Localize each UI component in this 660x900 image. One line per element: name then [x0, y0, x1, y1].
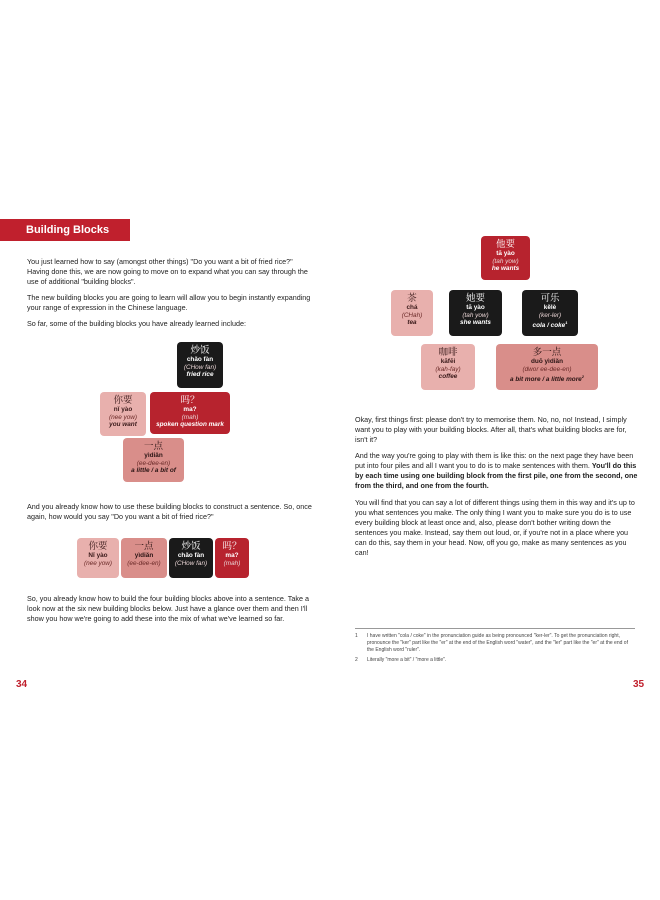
learned-blocks-paragraph: So far, some of the building blocks you have already learned include: — [27, 319, 246, 328]
sentence-block-question-mark: 吗？ ma? (mah) — [215, 538, 249, 578]
footnote: 1 I have written "cola / coke" in the pronunciation guide as being pronounced "ker-ler". To get the pronunciation right, pronounce the "ker" part like the "er" at the end of the English word "water", and the "ler" part like the "er" at the end of the English word "ruler". — [355, 633, 628, 653]
section-title: Building Blocks — [0, 219, 130, 241]
right-page — [330, 0, 660, 900]
block-question-mark: 吗？ ma? (mah) spoken question mark — [150, 392, 230, 434]
block-cola: 可乐 kělè (ker-ler) cola / coke$^1$ — [522, 290, 578, 336]
intro-paragraph: You just learned how to say (amongst other things) "Do you want a bit of fried rice?" Having done this, we are now going to move on to expand what you can say through the use of additional "building blocks". — [27, 257, 308, 286]
footnote: 2 Literally "more a bit" / "more a little". — [355, 657, 447, 663]
block-fried-rice: 炒饭 chǎo fàn (CHow fan) fried rice — [177, 342, 223, 388]
sentences-paragraph: You will find that you can say a lot of different things using them in this way and it's up to you what sentences you make. The only thing I want you to make sure you do is to use every building block at least once and, also, please don't bother writing down the sentences you make. Instead, say them out loud, or, if you're not in a place where you can do this, say them in your head. Now, off you go, make as many sentences as you can! — [355, 498, 635, 557]
block-tea: 茶 chá (CHah) tea — [391, 290, 433, 336]
block-a-bit-more: 多一点 duō yìdiǎn (dwor ee-dee-en) a bit more / a little more$^2$ — [496, 344, 598, 390]
new-blocks-intro-paragraph: So, you already know how to build the four building blocks above into a sentence. Take a look now at the six new building blocks below. Just have a glance over them and then I'll show you how we're going to add these into the mix of what we've learned so far. — [27, 594, 309, 623]
block-she-wants: 她要 tā yào (tah yow) she wants — [449, 290, 502, 336]
block-he-wants: 他要 tā yào (tah yow) he wants — [481, 236, 530, 280]
sentence-block-fried-rice: 炒饭 chǎo fàn (CHow fan) — [169, 538, 213, 578]
memorise-paragraph: Okay, first things first: please don't try to memorise them. No, no, no! Instead, I simply want you to play with your building blocks. After all, that's what building blocks are for, isn't it? — [355, 415, 627, 444]
block-a-little: 一点 yìdiǎn (ee-dee-en) a little / a bit of — [123, 438, 184, 482]
block-coffee: 咖啡 kāfēi (kah-fay) coffee — [421, 344, 475, 390]
new-blocks-paragraph: The new building blocks you are going to learn will allow you to begin instantly expanding your range of expression in the Chinese language. — [27, 293, 311, 312]
construct-paragraph: And you already know how to use these building blocks to construct a sentence. So, once again, how would you say "Do you want a bit of fried rice?" — [27, 502, 312, 521]
sentence-block-you-want: 你要 Nǐ yào (nee yow) — [77, 538, 119, 578]
block-you-want: 你要 nǐ yào (nee yow) you want — [100, 392, 146, 436]
page-number-right: 35 — [633, 679, 645, 690]
footnotes — [355, 628, 635, 667]
sentence-block-a-little: 一点 yìdiǎn (ee-dee-en) — [121, 538, 167, 578]
play-paragraph: And the way you're going to play with them is like this: on the next page they have been put into four piles and all I want you to do is to make sentences with them. You'll do this by each time using one building block from the first pile, one from the second, one from the third, and one from the fourth. — [355, 451, 638, 490]
page-number-left: 34 — [16, 679, 28, 690]
